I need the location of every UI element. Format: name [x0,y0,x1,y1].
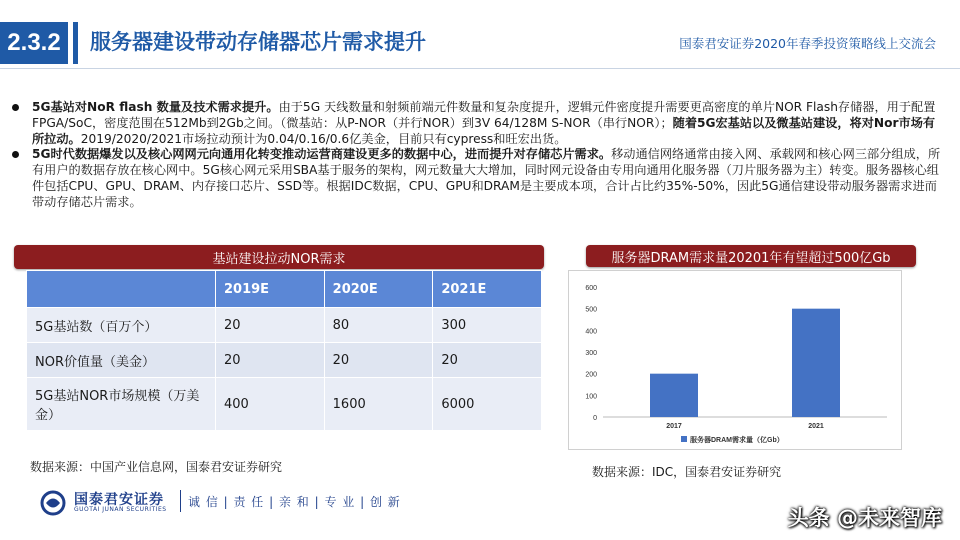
chart-source-note: 数据来源：IDC，国泰君安证券研究 [592,465,782,479]
table-header-row [27,271,542,308]
table-cell: 5G基站数（百万个） [27,308,216,343]
table-cell: 80 [324,308,433,343]
bullet-bold-mid: 随着5G宏基站以及微基站建设，将对Nor市场有所拉动。 [32,115,936,146]
table-row [27,378,542,431]
company-logo-icon [40,490,68,516]
bullet-dot-icon [12,104,19,111]
bullet-text: 移动通信网络通常由接入网、承载网和核心网三部分组成，所有用户的数据存放在核心网中。5G核心网元采用SBA基于服务的架构，网元数量大大增加，同时网元设备由专用向通用化服务器（刀片服务器为主）转变。服务器核心组件包括CPU、GPU、DRAM、内存接口芯片、SSD等。根据IDC数据，CPU、GPU和DRAM是主要成本项，合计占比约35%-50%，因此5G通信建设带动服务器需求进而带动存储芯片需求。 [32,147,941,209]
logo-separator [180,490,181,512]
page-title: 服务器建设带动存储器芯片需求提升 [90,30,426,54]
section-divider [73,22,78,64]
bullet-bold-lead: 5G基站对NoR flash 数量及技术需求提升。 [32,100,279,114]
table-cell: NOR价值量（美金） [27,343,216,378]
nor-demand-table [26,270,542,431]
table-cell: 20 [324,343,433,378]
event-subtitle: 国泰君安证券2020年春季投资策略线上交流会 [679,36,936,51]
legend-label: 服务器DRAM需求量（亿Gb） [690,437,784,444]
table-row [27,308,542,343]
table-header-cell [27,271,216,308]
table-cell: 20 [216,343,325,378]
bullet-list [12,100,942,211]
bullet-text: 由于5G 天线数量和射频前端元件数量和复杂度提升，逻辑元件密度提升需要更高密度的单片NOR Flash存储器，用于配置FPGA/SoC，密度范围在512Mb到2Gb之间。（微基站：从P-NOR（并行NOR）到3V 64/128M S-NOR（串行NOR）； [32,100,936,130]
table-cell: 400 [216,378,325,431]
table-row [27,343,542,378]
bar [650,374,698,417]
bar [792,309,840,417]
y-tick-label: 500 [585,306,597,314]
bullet-dot-icon [12,151,19,158]
bullet-item-nor [12,100,942,147]
y-tick-label: 100 [585,393,597,401]
table-cell: 5G基站NOR市场规模（万美金） [27,378,216,431]
table-cell: 6000 [433,378,542,431]
x-tick-label: 2021 [808,423,824,430]
table-banner: 基站建设拉动NOR需求 [14,245,544,269]
table-header-cell: 2020E [324,271,433,308]
x-tick-label: 2017 [666,423,682,430]
table-source-note: 数据来源：中国产业信息网，国泰君安证券研究 [30,460,283,474]
table-cell: 300 [433,308,542,343]
bullet-bold-lead: 5G时代数据爆发以及核心网网元向通用化转变推动运营商建设更多的数据中心，进而提升对存储芯片需求。 [32,147,612,162]
y-tick-label: 400 [585,328,597,336]
table-cell: 20 [433,343,542,378]
table-cell: 20 [216,308,325,343]
bullet-text: 2019/2020/2021市场拉动预计为0.04/0.16/0.6亿美金，目前只有cypress和旺宏出货。 [80,131,567,146]
table-header-cell: 2021E [433,271,542,308]
company-motto: 诚 信 | 责 任 | 亲 和 | 专 业 | 创 新 [188,495,401,509]
section-number: 2.3.2 [0,22,68,64]
watermark: 头条 @未来智库 [787,506,942,530]
company-name-cn: 国泰君安证券 [74,492,164,508]
header-rule [0,68,960,69]
table-header-cell: 2019E [216,271,325,308]
y-tick-label: 0 [593,415,597,422]
chart-banner: 服务器DRAM需求量20201年有望超过500亿Gb [586,245,916,267]
table-cell: 1600 [324,378,433,431]
y-tick-label: 600 [585,285,597,292]
bullet-item-datacenter [12,147,942,210]
company-name-en: GUOTAI JUNAN SECURITIES [74,506,167,513]
y-tick-label: 300 [585,350,597,357]
y-tick-label: 200 [585,371,597,379]
dram-demand-chart [569,271,901,449]
legend-swatch [681,436,687,442]
chart-frame [568,270,902,450]
